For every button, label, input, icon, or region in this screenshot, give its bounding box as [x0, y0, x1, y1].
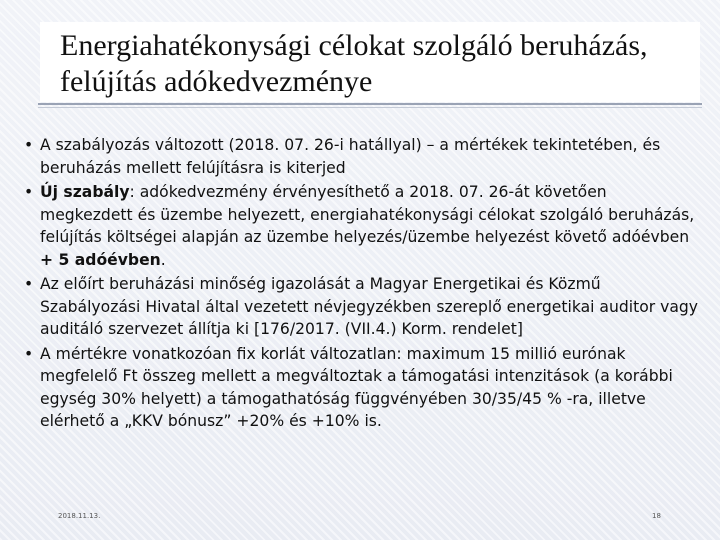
- bullet-item-1: [24, 134, 700, 179]
- bullet-lead: Új szabály: [40, 183, 130, 201]
- title-underline-thin: [38, 107, 702, 108]
- footer-date: 2018.11.13.: [58, 512, 101, 520]
- bullet-list: [24, 134, 700, 435]
- bullet-item-2: [24, 181, 700, 271]
- bullet-text: : adókedvezmény érvényesíthető a 2018. 07. 26-át követően megkezdett és üzembe helyezett, energiahatékonysági célokat szolgáló beruházás, felújítás költségei alapján az üzembe helyezés/üzembe helyezést követő adóévben: [40, 183, 695, 246]
- bullet-icon: •: [24, 183, 34, 201]
- slide-title: Energiahatékonysági célokat szolgáló beruházás, felújítás adókedvezménye: [60, 29, 648, 98]
- bullet-text: Az előírt beruházási minőség igazolását a Magyar Energetikai és Közmű Szabályozási Hivatal által vezetett névjegyzékben szereplő energetikai auditor vagy auditáló szervezet állítja ki [176/2017. (VII.4.) Korm. rendelet]: [40, 275, 699, 338]
- bullet-text: A szabályozás változott (2018. 07. 26-i hatállyal) – a mértékek tekintetében, és beruházás mellett felújításra is kiterjed: [40, 136, 661, 177]
- title-underline: [38, 103, 702, 105]
- bullet-icon: •: [24, 344, 34, 363]
- bullet-item-4: [24, 343, 700, 433]
- bullet-text: A mértékre vonatkozóan fix korlát változatlan: maximum 15 millió eurónak megfelelő Ft összeg mellett a megváltoztak a támogatási intenzitások (a korábbi egység 30% helyett) a támogathatóság függvényében 30/35/45 % -ra, illetve elérhető a „KKV bónusz” +20% és +10% is.: [40, 344, 673, 430]
- bullet-emphasis: + 5 adóévben: [40, 250, 161, 269]
- bullet-icon: •: [24, 275, 34, 293]
- bullet-tail: .: [160, 250, 166, 269]
- footer-page-number: 18: [652, 512, 661, 520]
- bullet-icon: •: [24, 136, 34, 154]
- bullet-item-3: [24, 273, 700, 341]
